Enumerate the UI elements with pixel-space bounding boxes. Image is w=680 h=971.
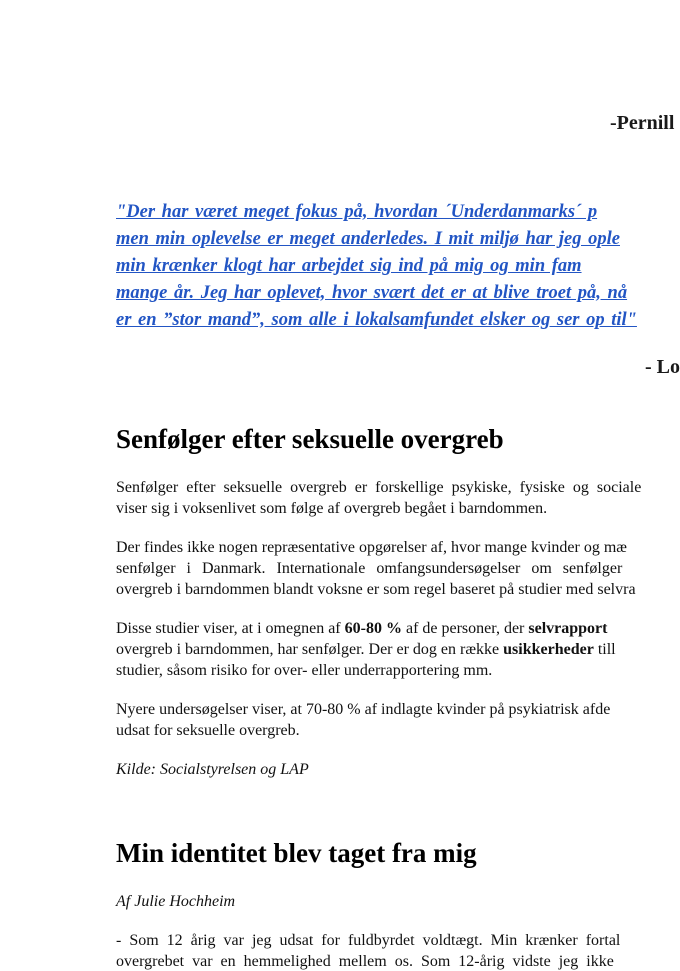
term-highlight: selvrapport (528, 620, 608, 637)
source-citation: Kilde: Socialstyrelsen og LAP (116, 761, 309, 778)
quote-line: mange år. Jeg har oplevet, hvor svært det er at blive troet på, nå (116, 283, 628, 303)
paragraph-line: overgreb i barndommen blandt voksne er som regel baseret på studier med selvra (116, 581, 636, 598)
paragraph-line: Nyere undersøgelser viser, at 70-80 % af indlagte kvinder på psykiatrisk afde (116, 701, 611, 718)
paragraph-line: senfølger i Danmark. Internationale omfangsundersøgelser om senfølger (116, 560, 623, 577)
paragraph-line: udsat for seksuelle overgreb. (116, 722, 300, 739)
quote-signature: - Lo (645, 356, 680, 378)
term-highlight: usikkerheder (503, 641, 594, 658)
quote-line: er en ”stor mand”, som alle i lokalsamfundet elsker og ser op til" (116, 310, 637, 330)
paragraph-line: Senfølger efter seksuelle overgreb er forskellige psykiske, fysiske og sociale (116, 479, 642, 496)
byline: Af Julie Hochheim (116, 893, 236, 910)
paragraph-line: studier, såsom risiko for over- eller underrapportering mm. (116, 662, 493, 679)
paragraph-line: overgreb i barndommen, har senfølger. Der er dog en række usikkerheder till (116, 641, 616, 658)
paragraph-line: viser sig i voksenlivet som følge af overgreb begået i barndommen. (116, 500, 548, 517)
paragraph-line: Der findes ikke nogen repræsentative opgørelser af, hvor mange kvinder og mæ (116, 539, 627, 556)
paragraph-line: overgrebet var en hemmelighed mellem os. Som 12-årig vidste jeg ikke (116, 953, 614, 970)
section-heading: Senfølger efter seksuelle overgreb (116, 424, 504, 454)
quote-line: min krænker klogt har arbejdet sig ind på mig og min fam (116, 256, 582, 276)
quote-line: men min oplevelse er meget anderledes. I mit miljø har jeg ople (116, 229, 620, 249)
quote-line: "Der har været meget fokus på, hvordan ´Underdanmarks´ p (116, 202, 598, 222)
stat-highlight: 60-80 % (344, 620, 402, 637)
paragraph-line: - Som 12 årig var jeg udsat for fuldbyrdet voldtægt. Min krænker fortal (116, 932, 621, 949)
author-signature: -Pernill (610, 112, 675, 134)
section-heading: Min identitet blev taget fra mig (116, 838, 477, 868)
paragraph-line: Disse studier viser, at i omegnen af 60-80 % af de personer, der selvrapport (116, 620, 608, 637)
